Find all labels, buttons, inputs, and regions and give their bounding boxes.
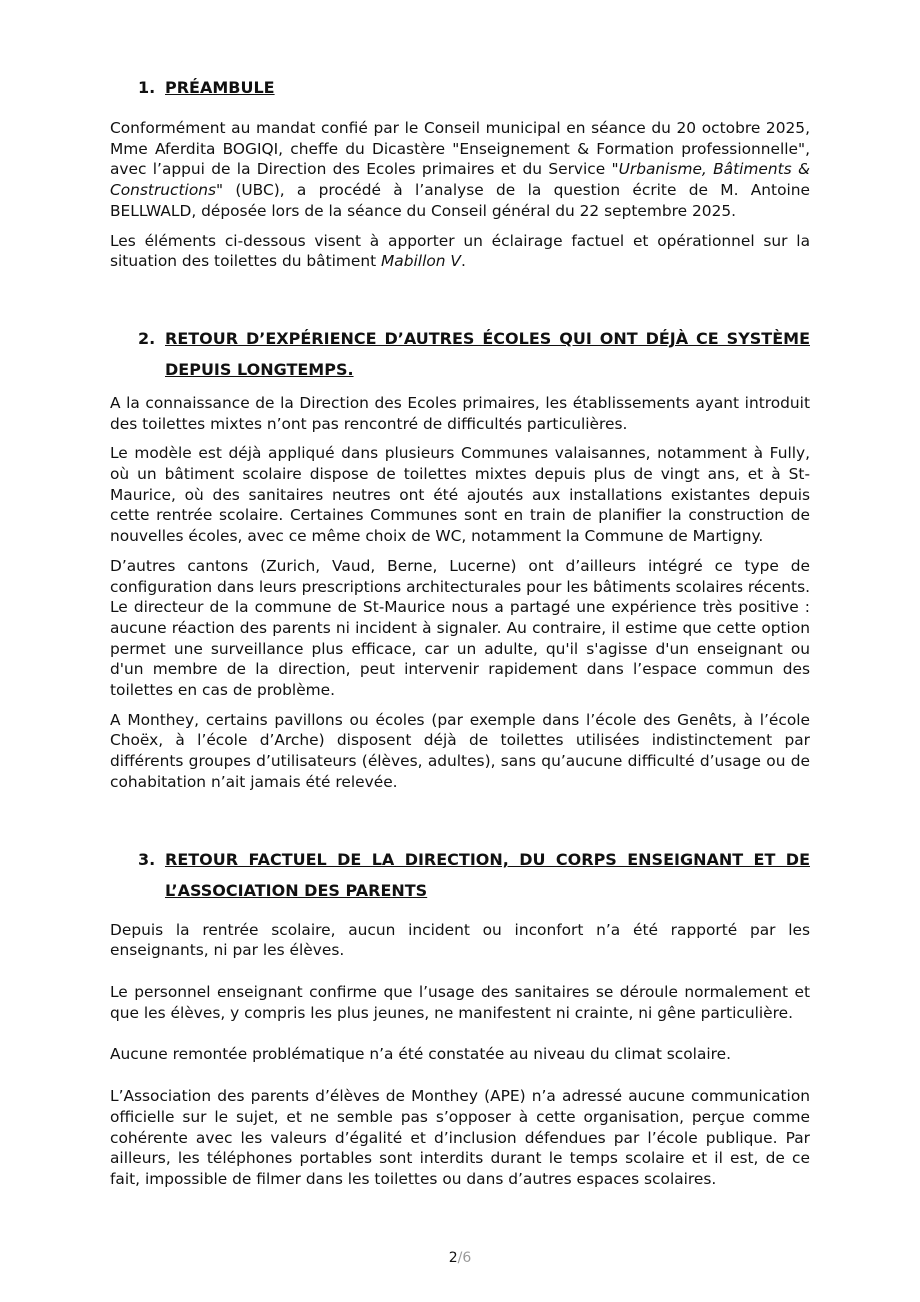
text-run: Les éléments ci-dessous visent à apporter un éclairage factuel et opérationnel sur la situation des toilettes du bâtiment: [110, 231, 810, 271]
italic-text: Urbanisme, Bâtiments & Constructions: [110, 160, 810, 200]
section-title: PRÉAMBULE: [165, 78, 275, 97]
paragraph: A Monthey, certains pavillons ou écoles (par exemple dans l’école des Genêts, à l’école Choëx, à l’école d’Arche) disposent déjà de toilettes utilisées indistinctement par différents groupes d’utilisateurs (élèves, adultes), sans qu’aucune difficulté d’usage ou de cohabitation n’ait jamais été relevée.: [110, 710, 810, 791]
text-run: " (UBC), a procédé à l’analyse de la question écrite de M. Antoine BELLWALD, déposée lors de la séance du Conseil général du 22 septembre 2025.: [110, 181, 810, 220]
page-separator: /: [457, 1250, 463, 1266]
section-title: RETOUR FACTUEL DE LA DIRECTION, DU CORPS ENSEIGNANT ET DE L’ASSOCIATION DES PARENTS: [165, 849, 810, 900]
text-run: .: [460, 252, 466, 271]
text-run: Conformément au mandat confié par le Conseil municipal en séance du 20 octobre 2025, Mme Aferdita BOGIQI, cheffe du Dicastère "Enseignement & Formation professionnelle", avec l’appui de la Direction des Ecoles primaires et du Service ": [110, 119, 810, 179]
paragraph: [110, 118, 810, 222]
paragraph: Aucune remontée problématique n’a été constatée au niveau du climat scolaire.: [110, 1045, 731, 1064]
section-3-heading: [138, 844, 810, 906]
paragraph: L’Association des parents d’élèves de Monthey (APE) n’a adressé aucune communication officielle sur le sujet, et ne semble pas s’opposer à cette organisation, perçue comme cohérente avec les valeurs d’égalité et d’inclusion défendues par l’école publique. Par ailleurs, les téléphones portables sont interdits durant le temps scolaire et il est, de ce fait, impossible de filmer dans les toilettes ou dans d’autres espaces scolaires.: [110, 1087, 810, 1188]
section-number: 2.: [138, 328, 156, 348]
paragraph: [110, 231, 810, 272]
section-2-heading: [138, 323, 810, 385]
paragraph: A la connaissance de la Direction des Ecoles primaires, les établissements ayant introduit des toilettes mixtes n’ont pas rencontré de difficultés particulières.: [110, 393, 810, 433]
section-title: RETOUR D’EXPÉRIENCE D’AUTRES ÉCOLES QUI ONT DÉJÀ CE SYSTÈME DEPUIS LONGTEMPS.: [165, 328, 810, 379]
page-number: [0, 1250, 920, 1266]
section-1-heading: [138, 72, 810, 103]
paragraph: Le modèle est déjà appliqué dans plusieurs Communes valaisannes, notamment à Fully, où un bâtiment scolaire dispose de toilettes mixtes depuis plus de vingt ans, et à St-Maurice, où des sanitaires neutres ont été ajoutés aux installations existantes depuis cette rentrée scolaire. Certaines Communes sont en train de planifier la construction de nouvelles écoles, avec ce même choix de WC, notamment la Commune de Martigny.: [110, 444, 810, 546]
italic-text: Mabillon V: [381, 252, 461, 271]
section-number: 3.: [138, 849, 156, 869]
current-page: 2: [448, 1250, 458, 1266]
paragraph: Depuis la rentrée scolaire, aucun incident ou inconfort n’a été rapporté par les enseignants, ni par les élèves.: [110, 920, 810, 960]
paragraph: D’autres cantons (Zurich, Vaud, Berne, Lucerne) ont d’ailleurs intégré ce type de configuration dans leurs prescriptions architecturales pour les bâtiments scolaires récents. Le directeur de la commune de St-Maurice nous a partagé une expérience très positive : aucune réaction des parents ni incident à signaler. Au contraire, il estime que cette option permet une surveillance plus efficace, car un adulte, qu'il s'agisse d'un enseignant ou d'un membre de la direction, peut intervenir rapidement dans l’espace commun des toilettes en cas de problème.: [110, 556, 810, 700]
paragraph: Le personnel enseignant confirme que l’usage des sanitaires se déroule normalement et que les élèves, y compris les plus jeunes, ne manifestent ni crainte, ni gêne particulière.: [110, 982, 810, 1022]
document-page: [110, 70, 810, 1190]
total-pages: 6: [462, 1250, 472, 1266]
section-number: 1.: [138, 78, 156, 97]
